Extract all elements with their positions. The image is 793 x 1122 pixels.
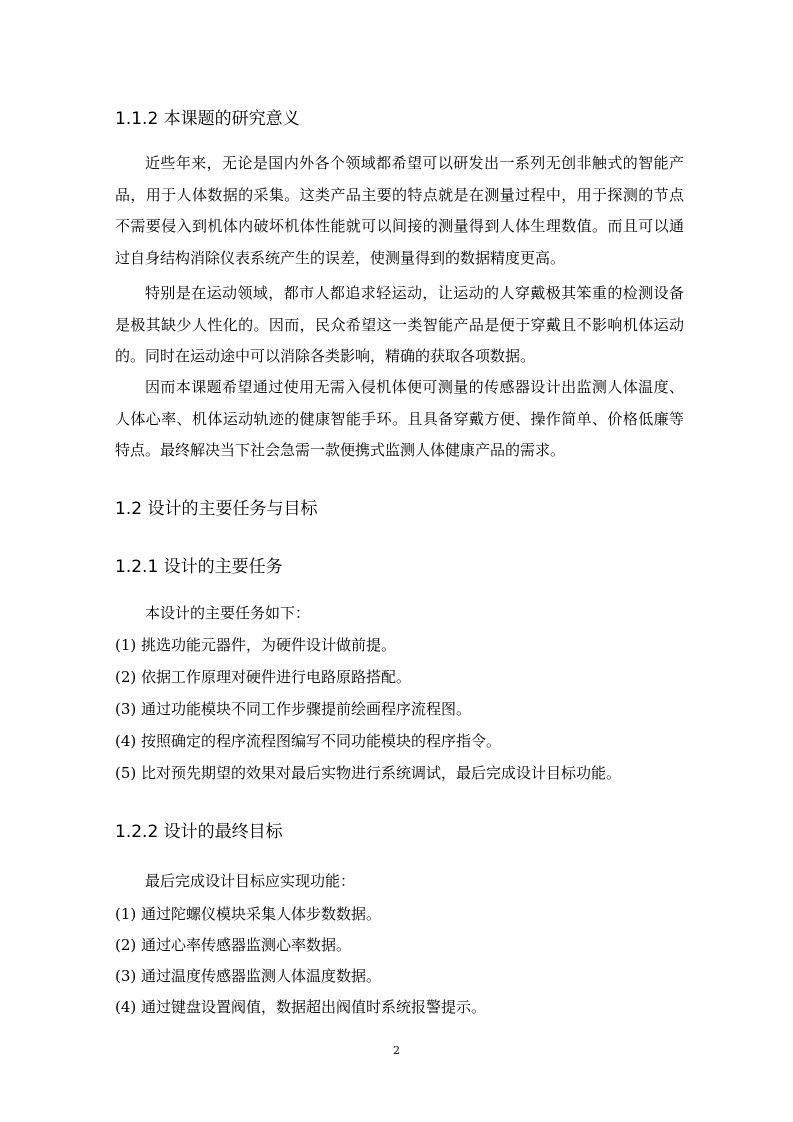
heading-1-2-2: 1.2.2 设计的最终目标 [115,822,283,842]
goal-item-2: (2) 通过心率传感器监测心率数据。 [115,936,352,954]
task-item-4: (4) 按照确定的程序流程图编写不同功能模块的程序指令。 [115,732,502,750]
task-item-2: (2) 依据工作原理对硬件进行电路原路搭配。 [115,668,412,686]
heading-1-2: 1.2 设计的主要任务与目标 [115,499,318,519]
page-number: 2 [393,1044,400,1057]
paragraph-1: 近些年来，无论是国内外各个领域都希望可以研发出一系列无创非触式的智能产品，用于人体数据的采集。这类产品主要的特点就是在测量过程中，用于探测的节点不需要侵入到机体内破坏机体性能就可以间接的测量得到人体生理数值。而且可以通过自身结构消除仪表系统产生的误差，使测量得到的数据精度更高。 [115,154,684,267]
goal-item-3: (3) 通过温度传感器监测人体温度数据。 [115,967,382,985]
task-item-3: (3) 通过功能模块不同工作步骤提前绘画程序流程图。 [115,700,472,718]
tasks-intro: 本设计的主要任务如下： [145,604,311,622]
task-item-5: (5) 比对预先期望的效果对最后实物进行系统调试，最后完成设计目标功能。 [115,764,622,782]
paragraph-3: 因而本课题希望通过使用无需入侵机体便可测量的传感器设计出监测人体温度、人体心率、机体运动轨迹的健康智能手环。且具备穿戴方便、操作简单、价格低廉等特点。最终解决当下社会急需一款便携式监测人体健康产品的需求。 [115,378,684,459]
goal-item-4: (4) 通过键盘设置阀值，数据超出阀值时系统报警提示。 [115,998,487,1016]
paragraph-2: 特别是在运动领域，都市人都追求轻运动，让运动的人穿戴极其笨重的检测设备是极其缺少人性化的。因而，民众希望这一类智能产品是便于穿戴且不影响机体运动的。同时在运动途中可以消除各类影响，精确的获取各项数据。 [115,284,684,365]
goal-item-1: (1) 通过陀螺仪模块采集人体步数数据。 [115,905,382,923]
goals-intro: 最后完成设计目标应实现功能： [145,872,356,890]
heading-1-1-2: 1.1.2 本课题的研究意义 [115,109,300,129]
heading-1-2-1: 1.2.1 设计的主要任务 [115,557,283,577]
task-item-1: (1) 挑选功能元器件，为硬件设计做前提。 [115,636,397,654]
